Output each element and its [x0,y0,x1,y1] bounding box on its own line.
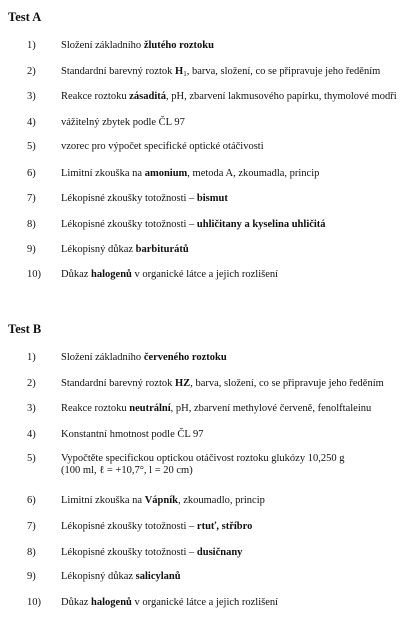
item-text [61,244,415,256]
bold-term: halogenů [91,597,132,608]
item-text-part: Limitní zkouška na [61,168,145,179]
item-text [61,403,415,415]
item-number: 4) [27,429,36,440]
item-text [61,571,415,583]
item-number: 6) [27,168,36,179]
item-text-part: Standardní barevný roztok [61,378,176,389]
item-text-part: vážitelný zbytek podle ČL 97 [61,117,185,128]
item-number: 3) [27,403,36,414]
item-text [61,453,415,477]
test-b-heading: Test B [8,322,42,336]
item-number: 3) [27,91,36,102]
bold-term: salicylanů [135,571,181,582]
item-text [61,352,415,364]
item-text [61,547,415,559]
bold-term: dusičnany [196,547,243,558]
item-number: 5) [27,453,36,464]
item-text-part: Složení základního [61,40,144,51]
item-text-part: Lékopisný důkaz [61,571,136,582]
bold-term: bismut [196,193,228,204]
item-text [61,269,415,281]
item-text-part: v organické látce a jejich rozlišení [131,269,279,280]
item-number: 1) [27,40,36,51]
item-text-part: Reakce roztoku [61,91,130,102]
item-text [61,168,415,180]
bold-term: HZ [175,378,191,389]
item-text [61,91,415,103]
item-number: 10) [27,597,41,608]
item-number: 7) [27,193,36,204]
item-text-part: , pH, zbarvení lakmusového papírku, thymolové modři [165,91,397,102]
item-text-part: Reakce roztoku [61,403,130,414]
item-text-part: Důkaz [61,597,92,608]
test-a-heading: Test A [8,10,42,24]
bold-term: amonium [144,168,188,179]
item-text-part: Důkaz [61,269,92,280]
item-text [61,117,415,129]
item-text-part: Konstantní hmotnost podle ČL 97 [61,429,204,440]
item-text-part: vzorec pro výpočet specifické optické otáčivosti [61,141,264,152]
item-text-part: Lékopisné zkoušky totožnosti – [61,193,197,204]
item-number: 4) [27,117,36,128]
item-number: 9) [27,571,36,582]
item-text [61,141,415,153]
item-number: 5) [27,141,36,152]
item-text [61,219,415,231]
item-number: 9) [27,244,36,255]
item-number: 8) [27,219,36,230]
item-text [61,597,415,609]
item-text-part: Standardní barevný roztok [61,66,176,77]
bold-term: Vápník [144,495,178,506]
bold-term: červeného roztoku [143,352,227,363]
item-number: 2) [27,378,36,389]
bold-term: rtuť, stříbro [196,521,253,532]
item-text-part: Lékopisné zkoušky totožnosti – [61,219,197,230]
item-text-part: (100 ml, ℓ = +10,7°, l = 20 cm) [61,465,193,476]
item-number: 7) [27,521,36,532]
item-text [61,429,415,441]
item-text [61,66,415,78]
item-text-part: Lékopisné zkoušky totožnosti – [61,521,197,532]
item-text [61,378,415,390]
bold-term: halogenů [91,269,132,280]
item-text [61,521,415,533]
bold-term: H [175,66,184,77]
item-text-part: 1 [183,70,187,78]
bold-term: uhličitany a kyselina uhličitá [196,219,326,230]
item-text [61,495,415,507]
item-number: 2) [27,66,36,77]
item-text-part: , barva, složení, co se připravuje jeho ředěním [186,66,381,77]
item-text [61,40,415,52]
item-number: 6) [27,495,36,506]
item-text-part: Vypočtěte specifickou optickou otáčivost roztoku glukózy 10,250 g [61,453,345,464]
bold-term: žlutého roztoku [143,40,214,51]
item-text-part: , zkoumadlo, princip [177,495,265,506]
item-text-part: , barva, složení, co se připravuje jeho ředěním [190,378,384,389]
item-number: 10) [27,269,41,280]
item-number: 8) [27,547,36,558]
bold-term: barbiturátů [135,244,189,255]
item-text-part: , pH, zbarvení methylové červeně, fenolftaleinu [170,403,372,414]
item-text [61,193,415,205]
item-text-part: v organické látce a jejich rozlišení [131,597,279,608]
bold-term: zásaditá [129,91,166,102]
bold-term: neutrální [129,403,171,414]
item-text-part: , metoda A, zkoumadla, princip [187,168,320,179]
item-number: 1) [27,352,36,363]
item-text-part: Lékopisné zkoušky totožnosti – [61,547,197,558]
item-text-part: Lékopisný důkaz [61,244,136,255]
item-text-part: Složení základního [61,352,144,363]
item-text-part: Limitní zkouška na [61,495,145,506]
